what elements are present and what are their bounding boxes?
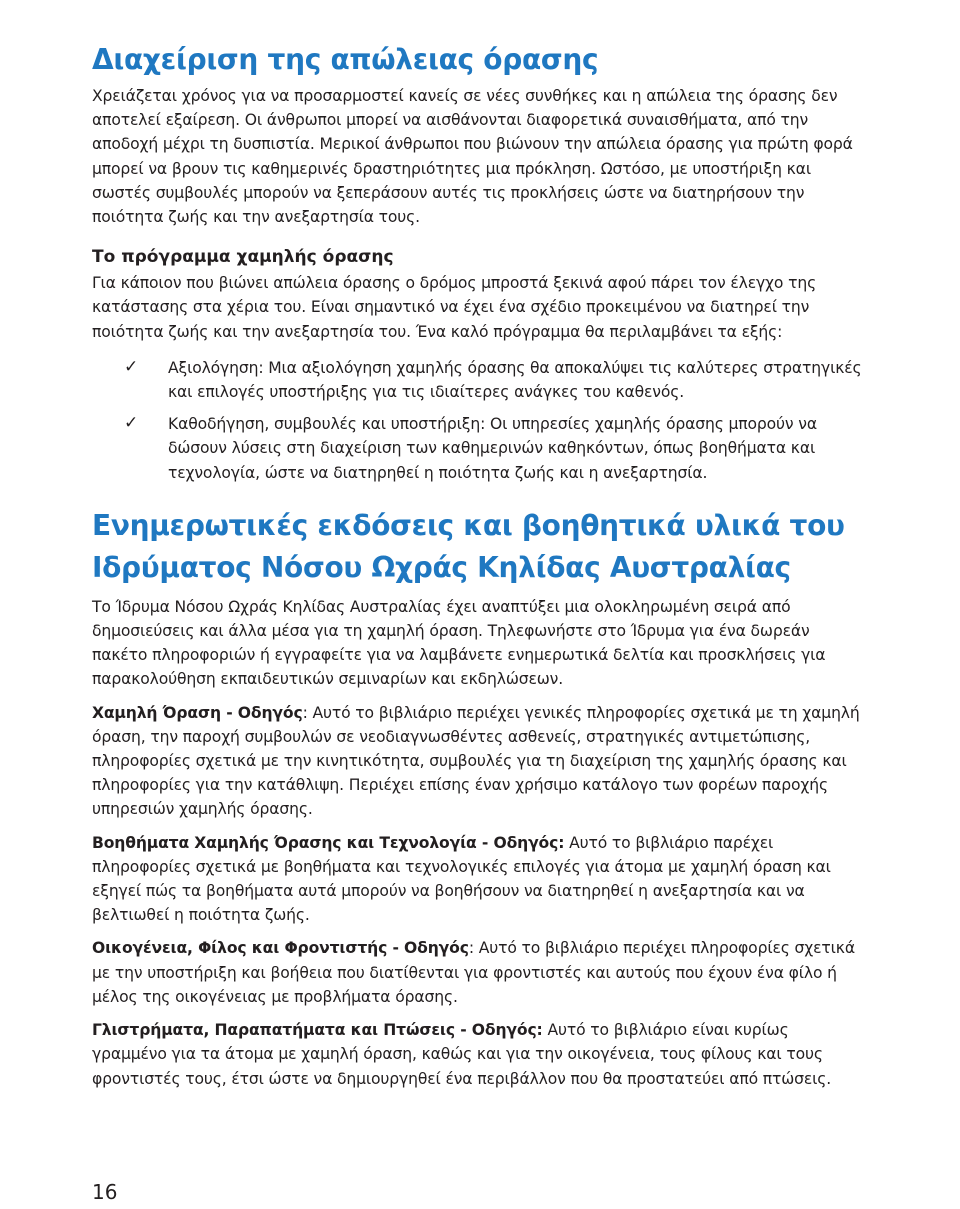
list-item-text: Καθοδήγηση, συμβουλές και υποστήριξη: Οι υπηρεσίες χαμηλής όρασης μπορούν να δώσουν λύσεις στη διαχείριση των καθημερινών καθηκόντων, όπως βοηθήματα και τεχνολογία, ώστε να διατηρηθεί η ποιότητα ζωής και η ανεξαρτησία. xyxy=(168,415,817,482)
publication-entry xyxy=(92,936,862,1009)
check-icon: ✓ xyxy=(124,356,139,377)
subheading-low-vision-program: Το πρόγραμμα χαμηλής όρασης xyxy=(92,247,394,268)
publication-entry xyxy=(92,701,862,822)
publication-description: Αυτό το βιβλιάριο είναι κυρίως γραμμένο για τα άτομα με χαμηλή όραση, καθώς και για την οικογένεια, τους φίλους και τους φροντιστές τους, έτσι ώστε να δημιουργηθεί ένα περιβάλλον που θα προστατεύει από πτώσεις. xyxy=(92,1021,832,1088)
publications-section xyxy=(92,595,862,1091)
list-item xyxy=(92,356,862,404)
title-line-1: Ενημερωτικές εκδόσεις και βοηθητικά υλικά του xyxy=(92,508,845,542)
publication-name: Γλιστρήματα, Παραπατήματα και Πτώσεις - Οδηγός: xyxy=(92,1021,543,1040)
section-title-publications xyxy=(92,505,862,589)
intro-paragraph: Χρειάζεται χρόνος για να προσαρμοστεί κανείς σε νέες συνθήκες και η απώλεια της όρασης δεν αποτελεί εξαίρεση. Οι άνθρωποι μπορεί να αισθάνονται διαφορετικά συναισθήματα, από την αποδοχή μέχρι τη δυσπιστία. Μερικοί άνθρωποι που βιώνουν την απώλεια όρασης για πρώτη φορά μπορεί να βρουν τις καθημερινές δραστηριότητες μια πρόκληση. Ωστόσο, με υποστήριξη και σωστές συμβουλές μπορούν να ξεπεράσουν αυτές τις προκλήσεις ώστε να διατηρήσουν την ποιότητα ζωής και την ανεξαρτησία τους. xyxy=(92,87,853,227)
program-paragraph: Για κάποιον που βιώνει απώλεια όρασης ο δρόμος μπροστά ξεκινά αφού πάρει τον έλεγχο της κατάστασης στα χέρια του. Είναι σημαντικό να έχει ένα σχέδιο προκειμένου να διατηρεί την ποιότητα ζωής και την ανεξαρτησία του. Ένα καλό πρόγραμμα θα περιλαμβάνει τα εξής: xyxy=(92,274,817,341)
program-checklist xyxy=(92,356,862,485)
publication-description: Αυτό το βιβλιάριο παρέχει πληροφορίες σχετικά με βοηθήματα και τεχνολογικές επιλογές για άτομα με χαμηλή όραση και εξηγεί πώς τα βοηθήματα αυτά μπορούν να βοηθήσουν να διατηρηθεί η ανεξαρτησία και να βελτιωθεί η ποιότητα ζωής. xyxy=(92,833,831,925)
publication-description: : Αυτό το βιβλιάριο περιέχει γενικές πληροφορίες σχετικά με τη χαμηλή όραση, την παροχή συμβουλών σε νεοδιαγνωσθέντες ασθενείς, στρατηγικές αντιμετώπισης, πληροφορίες σχετικά με την κινητικότητα, συμβουλές για τη διαχείριση της χαμηλής όρασης και πληροφορίες για την κατάθλιψη. Περιέχει επίσης έναν χρήσιμο κατάλογο των φορέων παροχής υπηρεσιών χαμηλής όρασης. xyxy=(92,703,860,819)
publication-entry xyxy=(92,831,862,928)
list-item xyxy=(92,412,862,485)
publication-entry xyxy=(92,1018,862,1091)
publication-name: Οικογένεια, Φίλος και Φροντιστής - Οδηγός xyxy=(92,939,469,958)
publication-description: : Αυτό το βιβλιάριο περιέχει πληροφορίες σχετικά με την υποστήριξη και βοήθεια που διατίθενται για φροντιστές και αυτούς που έχουν ένα φίλο ή μέλος της οικογένειας με προβλήματα όρασης. xyxy=(92,939,855,1006)
list-item-text: Αξιολόγηση: Μια αξιολόγηση χαμηλής όρασης θα αποκαλύψει τις καλύτερες στρατηγικές και επιλογές υποστήριξης για τις ιδιαίτερες ανάγκες του καθενός. xyxy=(168,358,862,402)
check-icon: ✓ xyxy=(124,413,139,434)
section-title-managing-vision-loss: Διαχείριση της απώλειας όρασης xyxy=(92,43,599,76)
title-line-2: Ιδρύματος Νόσου Ωχράς Κηλίδας Αυστραλίας xyxy=(92,550,791,584)
publication-name: Χαμηλή Όραση - Οδηγός xyxy=(92,703,303,722)
page-number: 16 xyxy=(92,1180,118,1204)
publication-name: Βοηθήματα Χαμηλής Όρασης και Τεχνολογία - Οδηγός: xyxy=(92,833,565,852)
publications-intro: Το Ίδρυμα Νόσου Ωχράς Κηλίδας Αυστραλίας έχει αναπτύξει μια ολοκληρωμένη σειρά από δημοσιεύσεις και άλλα μέσα για τη χαμηλή όραση. Τηλεφωνήστε στο Ίδρυμα για ένα δωρεάν πακέτο πληροφοριών ή εγγραφείτε για να λαμβάνετε ενημερωτικά δελτία και προσκλήσεις για παρακολούθηση εκπαιδευτικών σεμιναρίων και εκδηλώσεων. xyxy=(92,597,826,689)
document-page xyxy=(92,40,862,1100)
